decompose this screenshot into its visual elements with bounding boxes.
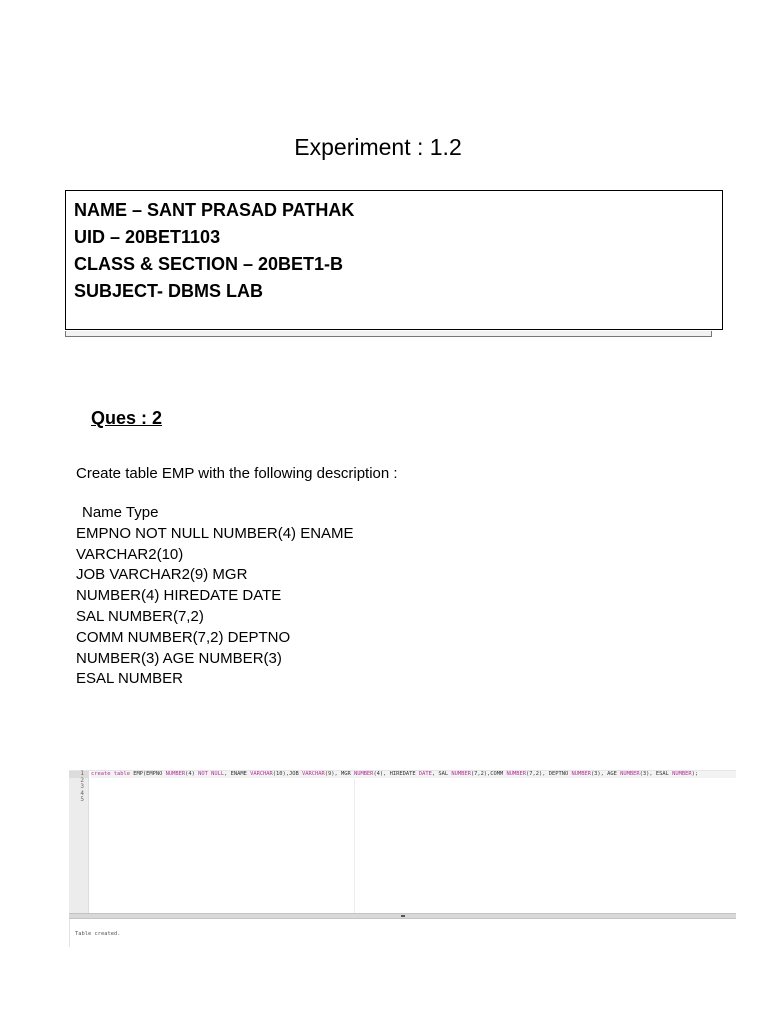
class-section: CLASS & SECTION – 20BET1-B — [74, 254, 344, 274]
code-keyword: NUMBER — [451, 771, 471, 777]
splitter-handle-icon[interactable] — [401, 915, 405, 917]
code-text: , SAL — [431, 771, 452, 777]
subject: SUBJECT- DBMS LAB — [74, 281, 264, 301]
code-text: , ENAME — [224, 771, 251, 777]
line-number: 1 — [69, 771, 88, 778]
output-panel — [69, 919, 737, 947]
question-heading: Ques : 2 — [91, 408, 163, 428]
line-number: 4 — [80, 789, 84, 797]
output-message: Table created. — [75, 931, 121, 937]
page-title: Experiment : 1.2 — [294, 134, 462, 160]
code-keyword: NUMBER — [353, 771, 374, 777]
line-number: 5 — [80, 796, 84, 803]
line-number-gutter — [69, 771, 89, 915]
code-text: EMP(EMPNO — [133, 771, 166, 777]
sql-editor-screenshot — [69, 770, 736, 915]
line-number: 2 — [80, 776, 84, 784]
code-keyword: NUMBER — [620, 771, 640, 777]
spec-line: Name Type — [82, 504, 159, 521]
spec-line: NUMBER(4) HIREDATE DATE — [76, 587, 282, 605]
info-box-underline — [65, 331, 712, 337]
code-text: ); — [691, 771, 699, 777]
code-text: (7,2),COMM — [470, 771, 507, 777]
spec-line: JOB VARCHAR2(9) MGR — [76, 566, 248, 584]
code-keyword: NUMBER — [672, 771, 692, 777]
spec-line: NUMBER(3) AGE NUMBER(3) — [76, 649, 282, 667]
code-keyword: DATE — [418, 771, 432, 777]
code-keyword: NUMBER — [506, 771, 527, 777]
code-text: (4), HIREDATE — [373, 771, 419, 777]
code-text: (3), ESAL — [639, 771, 673, 777]
code-text: (9), MGR — [324, 771, 354, 777]
student-name: NAME – SANT PRASAD PATHAK — [74, 200, 355, 220]
table-spec — [76, 503, 354, 690]
code-keyword: NOT NULL — [198, 771, 225, 777]
spec-line: VARCHAR2(10) — [76, 545, 184, 563]
student-info-box — [65, 190, 723, 330]
code-text: (7,2), DEPTNO — [526, 771, 572, 777]
code-text: (10),JOB — [272, 771, 303, 777]
code-keyword: create table — [91, 771, 134, 777]
spec-line: COMM NUMBER(7,2) DEPTNO — [76, 628, 291, 646]
student-uid: UID – 20BET1103 — [74, 227, 221, 247]
question-description: Create table EMP with the following description : — [76, 465, 398, 482]
code-line — [91, 771, 736, 778]
spec-line: SAL NUMBER(7,2) — [76, 607, 204, 625]
code-text: (4) — [185, 771, 199, 777]
code-text: (3), AGE — [590, 771, 621, 777]
code-keyword: VARCHAR — [250, 771, 273, 777]
code-keyword: NUMBER — [571, 771, 591, 777]
line-number: 3 — [80, 783, 84, 790]
spec-line: EMPNO NOT NULL NUMBER(4) ENAME — [76, 524, 354, 542]
code-keyword: VARCHAR — [302, 771, 325, 777]
code-area[interactable] — [91, 771, 736, 915]
code-keyword: NUMBER — [165, 771, 186, 777]
spec-line: ESAL NUMBER — [76, 670, 183, 688]
